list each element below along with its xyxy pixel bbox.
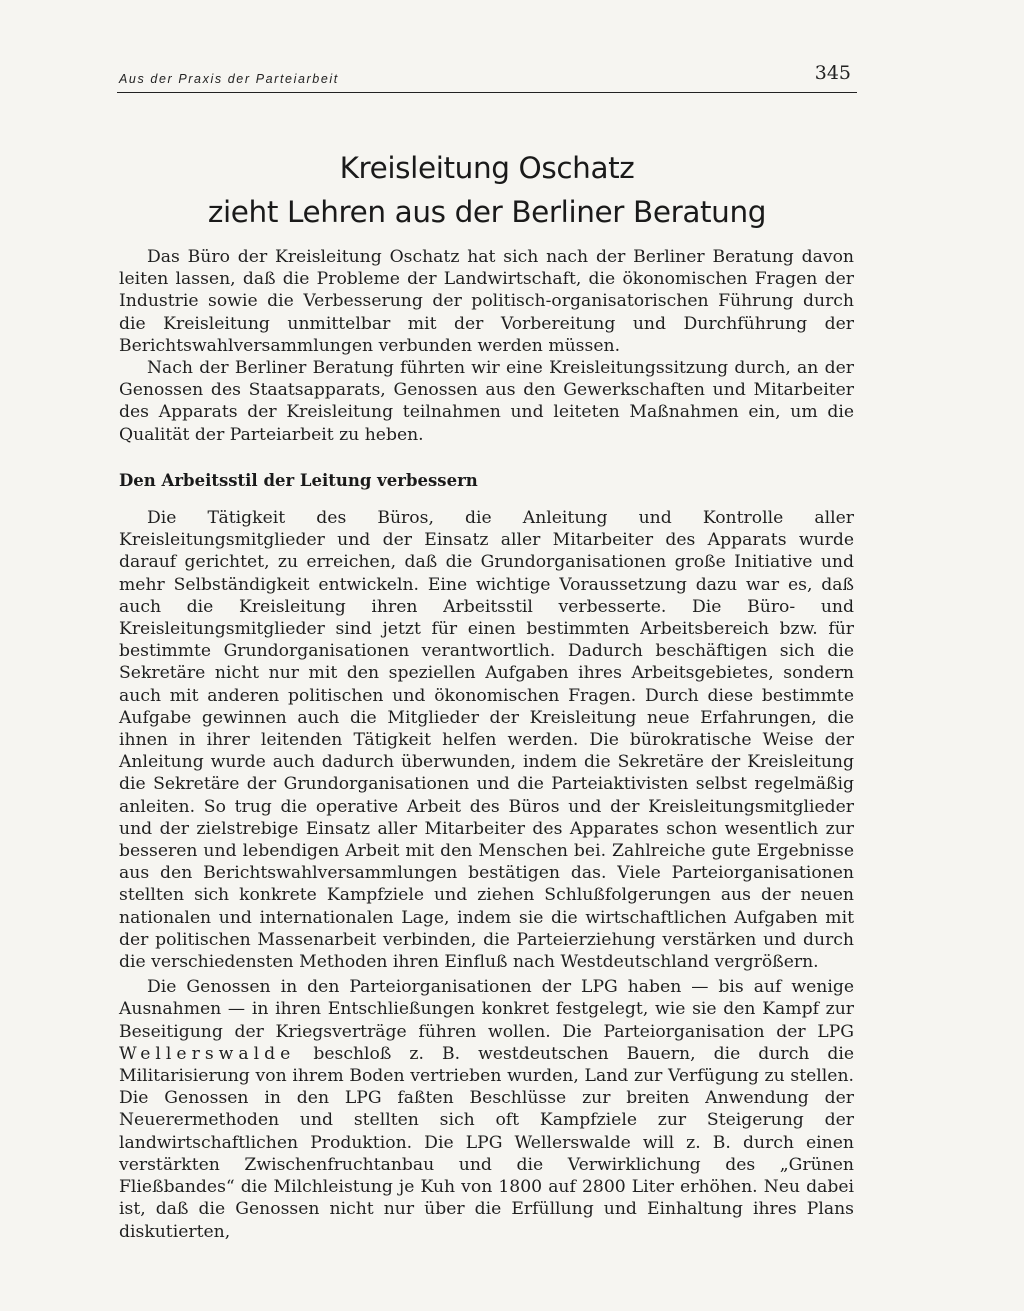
section-paragraph-1: Die Tätigkeit des Büros, die Anleitung und Kontrolle aller Kreisleitungsmitglieder und der Einsatz aller Mitarbeiter des Apparats wurde darauf gerichtet, zu erreichen, daß die Grundorganisationen große Initiative und mehr Selbständigkeit entwickeln. Eine wichtige Voraussetzung dazu war es, daß auch die Kreisleitung ihren Arbeitsstil verbesserte. Die Büro- und Kreisleitungsmitglieder sind jetzt für einen bestimmten Arbeitsbereich bzw. für bestimmte Grundorganisationen verantwortlich. Dadurch beschäftigen sich die Sekretäre nicht nur mit den speziellen Aufgaben ihres Arbeitsgebietes, sondern auch mit anderen politischen und ökonomischen Fragen. Durch diese bestimmte Aufgabe gewinnen auch die Mitglieder der Kreisleitung neue Erfahrungen, die ihnen in ihrer leitenden Tätigkeit helfen werden. Die bürokratische Weise der Anleitung wurde auch dadurch überwunden, indem die Sekretäre der Kreisleitung die Sekretäre der Grundorganisationen und die Parteiaktivisten selbst regelmäßig anleiten. So trug die operative Arbeit des Büros und der Kreisleitungsmitglieder und der zielstrebige Einsatz aller Mitarbeiter des Apparates schon wesentlich zur besseren und lebendigen Arbeit mit den Menschen bei. Zahlreiche gute Ergebnisse aus den Berichtswahlversammlungen bestätigen das. Viele Parteiorganisationen stellten sich konkrete Kampfziele und ziehen Schlußfolgerungen aus der neuen nationalen und internationalen Lage, indem sie die wirtschaftlichen Aufgaben mit der politischen Massenarbeit verbinden, die Parteierziehung verstärken und durch die verschiedensten Methoden ihren Einfluß nach Westdeutschland vergrößern. [119, 508, 854, 973]
running-header [117, 64, 857, 93]
section-text [119, 507, 854, 1243]
place-name-wellerswalde: Wellerswalde [119, 1043, 296, 1064]
page-number: 345 [814, 62, 851, 84]
article-title [117, 146, 857, 234]
intro-paragraph-2: Nach der Berliner Beratung führten wir eine Kreisleitungssitzung durch, an der Genossen des Staatsapparats, Genossen aus den Gewerkschaften und Mitarbeiter des Apparats der Kreisleitung teilnahmen und leiteten Maßnahmen ein, um die Qualität der Parteiarbeit zu heben. [119, 358, 854, 445]
article-title-line-2: zieht Lehren aus der Berliner Beratung [207, 195, 767, 229]
running-title: Aus der Praxis der Parteiarbeit [119, 72, 339, 86]
intro-paragraph-1: Das Büro der Kreisleitung Oschatz hat sich nach der Berliner Beratung davon leiten lassen, daß die Probleme der Landwirtschaft, die ökonomischen Fragen der Industrie sowie die Verbesserung der politisch-organisatorischen Führung durch die Kreisleitung unmittelbar mit der Vorbereitung und Durchführung der Berichtswahlversammlungen verbunden werden müssen. [119, 247, 854, 356]
section-heading: Den Arbeitsstil der Leitung verbessern [119, 471, 478, 490]
section-paragraph-2 [119, 976, 854, 1242]
paragraph-2-part-a: Die Genossen in den Parteiorganisationen der LPG haben — bis auf wenige Ausnahmen — in ihren Entschließungen konkret festgelegt, wie sie den Kampf zur Beseitigung der Kriegsverträge führen wollen. Die Parteiorganisation der LPG [119, 977, 854, 1042]
intro-text [119, 246, 854, 446]
article-title-line-1: Kreisleitung Oschatz [339, 151, 635, 185]
paragraph-2-part-b: beschloß z. B. westdeutschen Bauern, die durch die Militarisierung von ihrem Boden vertrieben wurden, Land zur Verfügung zu stellen. Die Genossen in den LPG faßten Beschlüsse zur breiten Anwendung der Neuerermethoden und stellten sich oft Kampfziele zur Steigerung der landwirtschaftlichen Produktion. Die LPG Wellerswalde will z. B. durch einen verstärkten Zwischenfruchtanbau und die Verwirklichung des „Grünen Fließbandes“ die Milchleistung je Kuh von 1800 auf 2800 Liter erhöhen. Neu dabei ist, daß die Genossen nicht nur über die Erfüllung und Einhaltung ihres Plans diskutierten, [119, 1043, 854, 1242]
